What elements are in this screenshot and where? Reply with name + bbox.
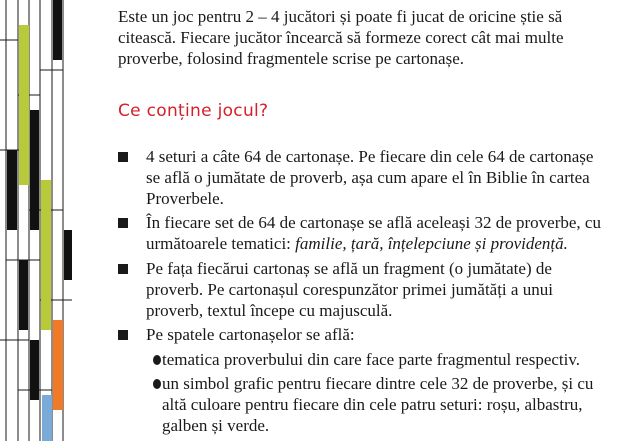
sub-list-item-text: un simbol grafic pentru fiecare dintre cele 32 de proverbe, și cu altă culoare pentru fiecare din cele patru seturi: roșu, albastru, galben și verde.: [162, 374, 594, 435]
list-item-text: 4 seturi a câte 64 de cartonașe. Pe fiecare din cele 64 de cartonașe se află o jumătate de proverb, așa cum apare el în Biblie în cartea Proverbele.: [146, 147, 594, 208]
square-bullet-icon: [118, 152, 128, 162]
round-bullet-icon: [153, 379, 161, 389]
intro-paragraph: Este un joc pentru 2 – 4 jucători și poate fi jucat de oricine știe să citească. Fiecare jucător încearcă să formeze corect cât mai multe proverbe, folosind fragmentele scrise pe cartonașe.: [118, 7, 564, 68]
stripe-black-5: [30, 340, 39, 400]
stripe-black-6: [64, 230, 72, 280]
stripe-blue: [42, 395, 52, 441]
stripe-black-4: [19, 260, 28, 330]
list-item-text: Pe spatele cartonașelor se află:: [146, 325, 355, 344]
stripe-black-2: [30, 110, 39, 230]
square-bullet-icon: [118, 330, 128, 340]
list-item-text-main: În fiecare set de 64 de cartonașe se află aceleași 32 de proverbe, cu următoarele tematici:: [146, 213, 601, 253]
list-item-text: [146, 212, 608, 254]
stripe-lime-2: [41, 180, 51, 330]
section-heading: Ce conține jocul?: [118, 101, 269, 121]
stripe-orange: [53, 320, 63, 410]
decorative-stained-glass-stripe: [0, 0, 72, 441]
sub-list-item-text: tematica proverbului din care face parte fragmentul respectiv.: [162, 350, 581, 369]
stripe-black-3: [53, 0, 62, 60]
round-bullet-icon: [153, 355, 161, 365]
stripe-lime-1: [19, 25, 29, 185]
square-bullet-icon: [118, 264, 128, 274]
list-item-text-italic: familie, țară, înțelepciune și providență.: [295, 234, 568, 253]
list-item-text: Pe fața fiecărui cartonaș se află un fragment (o jumătate) de proverb. Pe cartonașul corespunzător primei jumătăți a unui proverb, textul începe cu majusculă.: [146, 259, 553, 320]
stripe-black-1: [7, 150, 17, 230]
square-bullet-icon: [118, 218, 128, 228]
